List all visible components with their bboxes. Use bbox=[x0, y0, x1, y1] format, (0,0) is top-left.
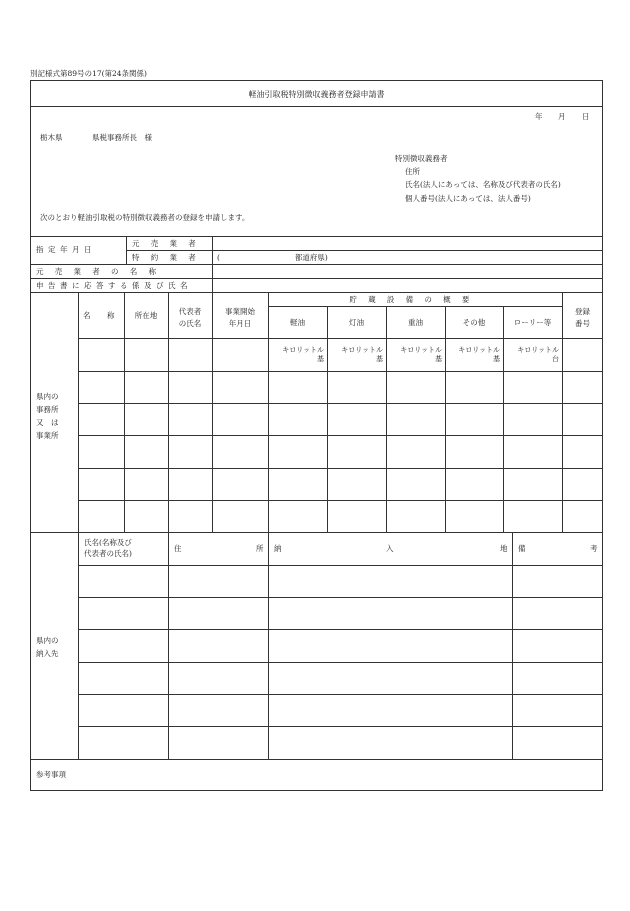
contact-person-label: 申告書に応答する係及び氏名 bbox=[36, 281, 192, 290]
col-heavy-oil: 重油 bbox=[408, 318, 423, 327]
office-side-4: 事業所 bbox=[36, 431, 59, 440]
delivery-col-name bbox=[84, 537, 132, 559]
unit-light-oil bbox=[270, 346, 324, 364]
info-line-3 bbox=[30, 278, 603, 279]
designation-date-label: 指定年月日 bbox=[36, 245, 96, 254]
office-col-7 bbox=[386, 306, 387, 532]
delivery-col-dest-m: 入 bbox=[386, 544, 394, 553]
col-rep bbox=[168, 306, 212, 330]
unit-other bbox=[447, 346, 500, 364]
delivery-col-address-r: 所 bbox=[256, 544, 264, 553]
delivery-col-name-1: 氏名(名称及び bbox=[84, 538, 132, 547]
unit-lorry bbox=[505, 346, 559, 364]
col-reg-2: 番号 bbox=[575, 319, 590, 328]
col-start bbox=[212, 306, 268, 330]
addressee-office: 県税事務所長 様 bbox=[92, 133, 152, 142]
office-col-8 bbox=[445, 306, 446, 532]
col-rep-1: 代表者 bbox=[178, 307, 202, 316]
storage-sub-line bbox=[268, 306, 562, 307]
addressee-pref: 栃木県 bbox=[40, 133, 63, 142]
office-row-line-2 bbox=[78, 403, 603, 404]
info-vline-2 bbox=[212, 236, 213, 292]
form-number: 別記様式第89号の17(第24条関係) bbox=[30, 69, 147, 78]
applicant-id-label[interactable]: 個人番号(法人にあっては、法人番号) bbox=[405, 194, 531, 203]
office-col-9 bbox=[503, 306, 504, 532]
unit-kerosene bbox=[329, 346, 383, 364]
col-start-1: 事業開始 bbox=[225, 307, 255, 316]
unit-ki-2: 基 bbox=[376, 354, 383, 363]
applicant-address-label[interactable]: 住所 bbox=[405, 167, 420, 176]
delivery-row-line-4 bbox=[78, 662, 603, 663]
office-row-line-5 bbox=[78, 500, 603, 501]
office-col-2 bbox=[124, 292, 125, 532]
office-bottom-line bbox=[30, 532, 603, 533]
delivery-col-3 bbox=[268, 532, 269, 759]
unit-ki-4: 基 bbox=[493, 354, 500, 363]
delivery-row-line-6 bbox=[78, 726, 603, 727]
col-reg-1: 登録 bbox=[575, 307, 590, 316]
delivery-col-4 bbox=[512, 532, 513, 759]
delivery-col-address-l: 住 bbox=[174, 544, 182, 553]
office-side-divider bbox=[78, 292, 79, 532]
info-top-line bbox=[30, 236, 603, 237]
delivery-col-dest-r: 地 bbox=[500, 544, 508, 553]
col-name: 名 称 bbox=[83, 311, 119, 320]
form-title: 軽油引取税特別徴収義務者登録申請書 bbox=[248, 90, 385, 99]
office-row-line-1 bbox=[78, 371, 603, 372]
date-month: 月 bbox=[558, 112, 566, 121]
unit-ki-3: 基 bbox=[435, 354, 442, 363]
col-location: 所在地 bbox=[134, 311, 158, 320]
statement: 次のとおり軽油引取税の特別徴収義務者の登録を申請します。 bbox=[40, 213, 250, 222]
delivery-row-line-5 bbox=[78, 694, 603, 695]
original-seller-option[interactable]: 元売業者 bbox=[132, 239, 207, 248]
info-line-4 bbox=[30, 292, 603, 293]
date-year: 年 bbox=[535, 112, 543, 121]
delivery-side-divider bbox=[78, 532, 79, 759]
delivery-row-line-2 bbox=[78, 597, 603, 598]
applicant-heading: 特別徴収義務者 bbox=[395, 154, 448, 163]
delivery-col-2 bbox=[168, 532, 169, 759]
info-line-2 bbox=[30, 264, 603, 265]
delivery-col-dest-l: 納 bbox=[274, 544, 282, 553]
col-storage: 貯蔵設備の概要 bbox=[349, 295, 481, 304]
delivery-col-name-2: 代表者の氏名) bbox=[84, 549, 132, 558]
col-lorry: ローリー等 bbox=[513, 318, 552, 327]
unit-ki-1: 基 bbox=[317, 354, 324, 363]
info-vline-1 bbox=[126, 236, 127, 264]
office-side-label bbox=[36, 390, 59, 442]
office-side-3: 又 は bbox=[36, 418, 59, 427]
delivery-col-remarks-r: 考 bbox=[590, 544, 598, 553]
col-kerosene: 灯油 bbox=[349, 318, 364, 327]
date-day: 日 bbox=[582, 112, 590, 121]
applicant-name-label[interactable]: 氏名(法人にあっては、名称及び代表者の氏名) bbox=[405, 180, 561, 189]
delivery-side-1: 県内の bbox=[36, 636, 59, 645]
unit-kl-4: キロリットル bbox=[458, 346, 500, 354]
unit-dai: 台 bbox=[552, 354, 559, 363]
col-reg bbox=[562, 306, 603, 330]
prefecture-note: ( 都道府県) bbox=[217, 253, 328, 262]
col-start-2: 年月日 bbox=[228, 319, 252, 328]
office-side-1: 県内の bbox=[36, 392, 59, 401]
col-rep-2: の氏名 bbox=[178, 319, 202, 328]
contract-seller-option[interactable]: 特約業者 bbox=[132, 253, 207, 262]
office-col-5 bbox=[268, 292, 269, 532]
unit-kl-3: キロリットル bbox=[400, 346, 442, 354]
col-other: その他 bbox=[462, 318, 486, 327]
office-side-2: 事務所 bbox=[36, 405, 59, 414]
reference-label: 参考事項 bbox=[36, 770, 66, 779]
delivery-side-label bbox=[36, 634, 59, 660]
office-header-line bbox=[78, 338, 603, 339]
original-seller-name-label: 元売業者の名称 bbox=[36, 267, 168, 276]
unit-heavy-oil bbox=[388, 346, 442, 364]
unit-kl-1: キロリットル bbox=[282, 346, 324, 354]
delivery-side-2: 納入先 bbox=[36, 649, 59, 658]
delivery-row-line-3 bbox=[78, 629, 603, 630]
col-light-oil: 軽油 bbox=[290, 318, 305, 327]
office-row-line-3 bbox=[78, 435, 603, 436]
reference-field[interactable] bbox=[79, 760, 602, 790]
delivery-col-remarks-l: 備 bbox=[518, 544, 526, 553]
office-row-line-4 bbox=[78, 468, 603, 469]
office-col-6 bbox=[327, 306, 328, 532]
delivery-row-line-1 bbox=[78, 565, 603, 566]
unit-kl-5: キロリットル bbox=[517, 346, 559, 354]
title-divider bbox=[30, 106, 603, 107]
info-mid-line bbox=[126, 250, 603, 251]
unit-kl-2: キロリットル bbox=[341, 346, 383, 354]
